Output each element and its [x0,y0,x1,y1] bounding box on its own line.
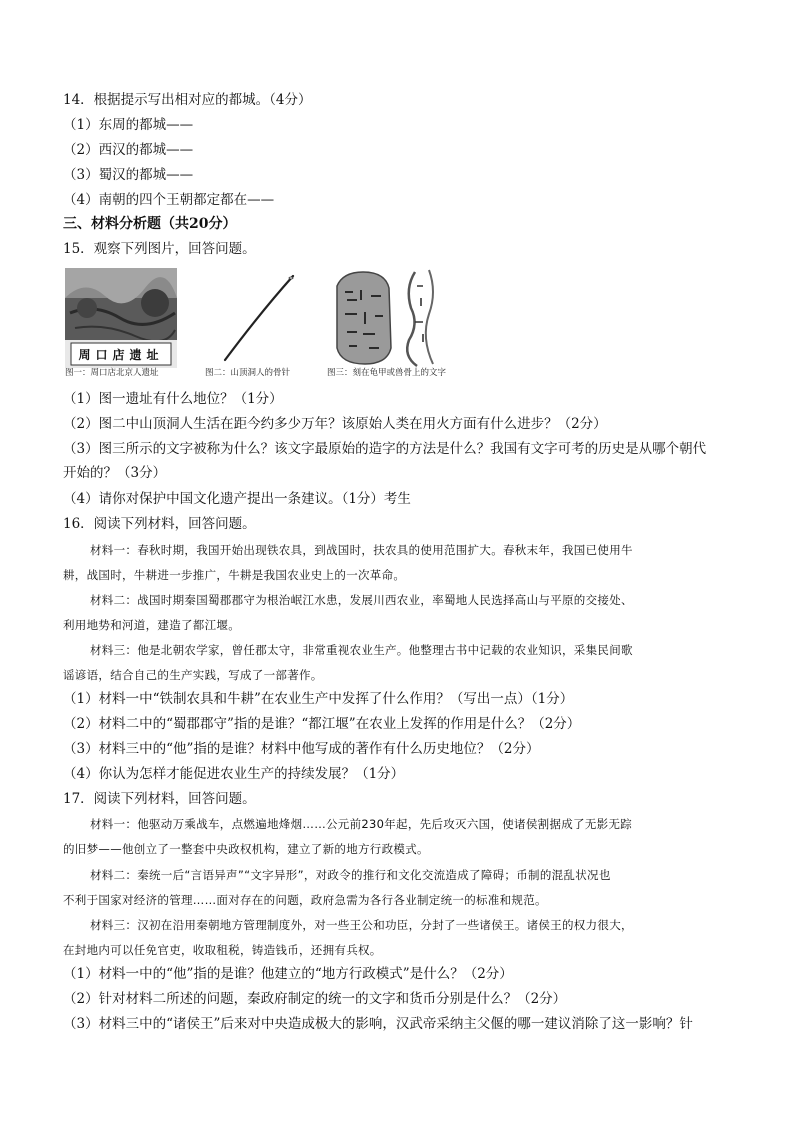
q16-title: 16．阅读下列材料，回答问题。 [63,516,256,532]
q17-material-2-cont: 不利于国家对经济的管理……面对存在的问题，政府急需为各行各业制定统一的标准和规范。 [63,893,547,907]
q15-figures [65,268,470,382]
figure-3-caption: 图三：刻在龟甲或兽骨上的文字 [327,368,447,378]
q17-material-3: 材料三：汉初在沿用秦朝地方管理制度外，对一些王公和功臣，分封了一些诸侯王。诸侯王的权力很大， [90,918,633,932]
q15-item-1: （1）图一遗址有什么地位？（1分） [63,391,283,407]
q16-material-1-cont: 耕，战国时，牛耕进一步推广，牛耕是我国农业史上的一次革命。 [63,568,406,582]
q16-material-2-cont: 利用地势和河道，建造了都江堰。 [63,618,240,632]
q16-item-2: （2）材料二中的“蜀郡郡守”指的是谁？“都江堰”在农业上发挥的作用是什么？（2分） [63,716,581,732]
q17-item-1: （1）材料一中的“他”指的是谁？他建立的“地方行政模式”是什么？（2分） [63,966,513,982]
q16-item-3: （3）材料三中的“他”指的是谁？材料中他写成的著作有什么历史地位？（2分） [63,741,540,757]
q16-material-3-cont: 谣谚语，结合自己的生产实践，写成了一部著作。 [63,668,323,682]
q15-item-2: （2）图二中山顶洞人生活在距今约多少万年？该原始人类在用火方面有什么进步？（2分） [63,416,607,432]
q16-material-3: 材料三：他是北朝农学家，曾任郡太守，非常重视农业生产。他整理古书中记载的农业知识，采集民间歌 [90,643,633,657]
figure-1-zhoukoudian-photo [65,268,177,368]
figure-2-caption: 图二：山顶洞人的骨针 [205,368,291,378]
figure-1-sign-text: 周口店遗址 [78,348,164,362]
q16-material-2: 材料二：战国时期秦国蜀郡郡守为根治岷江水患，发展川西农业，率蜀地人民选择高山与平原的交接处、 [90,593,633,607]
q15-title: 15．观察下列图片，回答问题。 [63,241,256,257]
q17-material-2: 材料二：秦统一后“言语异声”“文字异形”，对政令的推行和文化交流造成了障碍；币制的混乱状况也 [90,868,611,882]
figure-2-bone-needle [205,268,305,368]
q14-item-2: （2）西汉的都城—— [63,142,194,158]
q16-item-1: （1）材料一中“铁制农具和牛耕”在农业生产中发挥了什么作用？（写出一点）（1分） [63,691,574,707]
q14-title: 14．根据提示写出相对应的都城。（4分） [63,92,312,108]
q15-item-3: （3）图三所示的文字被称为什么？该文字最原始的造字的方法是什么？我国有文字可考的历史是从哪个朝代 [63,441,707,457]
q17-material-3-cont: 在封地内可以任免官吏，收取租税，铸造钱币，还拥有兵权。 [63,943,382,957]
q14-item-3: （3）蜀汉的都城—— [63,167,194,183]
q17-material-1: 材料一：他驱动万乘战车，点燃遍地烽烟……公元前230年起，先后攻灭六国，使诸侯割据成了无影无踪 [90,817,633,831]
section3-title: 三、材料分析题（共20分） [63,216,237,232]
q14-item-1: （1）东周的都城—— [63,117,194,133]
q14-item-4: （4）南朝的四个王朝都定都在—— [63,192,275,208]
q16-item-4: （4）你认为怎样才能促进农业生产的持续发展？（1分） [63,766,405,782]
q15-item-3-cont: 开始的？（3分） [63,465,167,481]
figure-3-oracle-bone [325,268,465,368]
figure-1-caption: 图一：周口店北京人遗址 [65,368,159,378]
q17-title: 17．阅读下列材料，回答问题。 [63,791,256,807]
q16-material-1: 材料一：春秋时期，我国开始出现铁农具，到战国时，扶农具的使用范围扩大。春秋末年，我国已使用牛 [90,543,633,557]
q15-item-4: （4）请你对保护中国文化遗产提出一条建议。（1分）考生 [63,491,411,507]
q17-item-3: （3）材料三中的“诸侯王”后来对中央造成极大的影响，汉武帝采纳主父偃的哪一建议消除了这一影响？针 [63,1016,693,1032]
q17-material-1-cont: 的旧梦——他创立了一整套中央政权机构，建立了新的地方行政模式。 [63,842,429,856]
q17-item-2: （2）针对材料二所述的问题，秦政府制定的统一的文字和货币分别是什么？（2分） [63,991,567,1007]
